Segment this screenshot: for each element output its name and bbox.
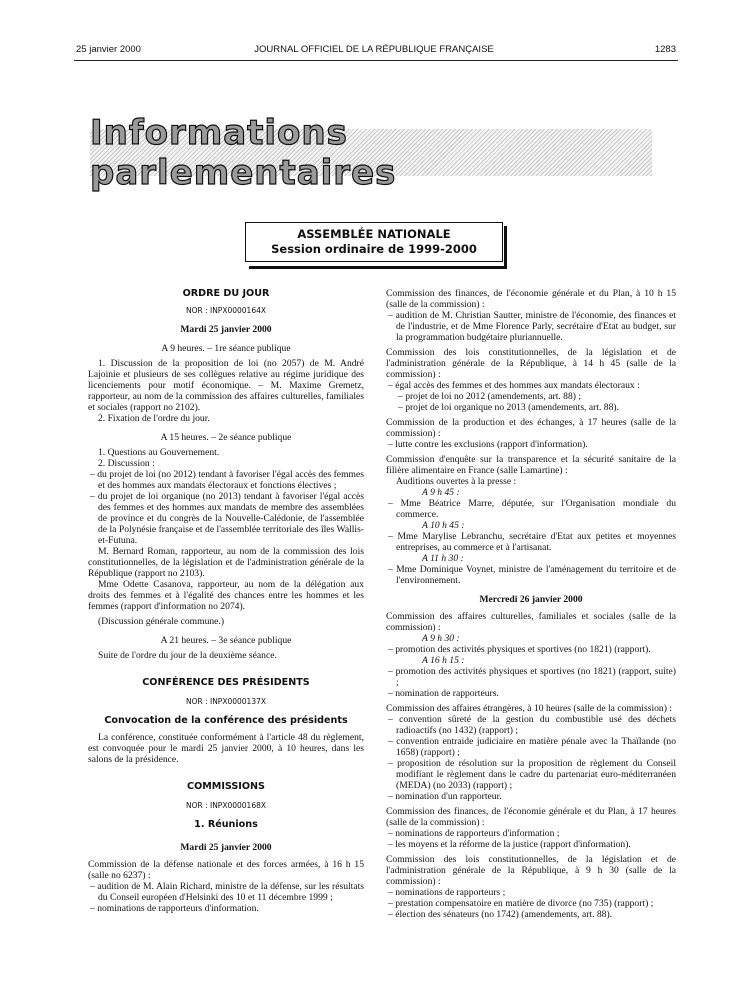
right-paragraph: – nominations de rapporteurs d'information ;: [388, 828, 560, 839]
left-paragraph: – nominations de rapporteurs d'information.: [90, 903, 259, 914]
left-paragraph: 1. Discussion de la proposition de loi (no 2057) de M. André Lajoinie et plusieurs de ses collègues relative au régime juridique des licenciements pour motif économique. – M. Maxime Gremetz, rapporteur, au nom de la commission des affaires culturelles, familiales et sociales (rapport no 2102).: [88, 358, 364, 413]
assembly-name: ASSEMBLÉE NATIONALE: [297, 227, 451, 241]
running-header: [0, 44, 748, 58]
left-paragraph: La conférence, constituée conformément à l'article 48 du règlement, est convoquée pour le mardi 25 janvier 2000, à 10 heures, dans les salons de la présidence.: [88, 732, 364, 765]
left-paragraph: A 21 heures. – 3e séance publique: [160, 635, 292, 646]
right-paragraph: – nomination de rapporteurs.: [388, 688, 499, 699]
right-paragraph: A 9 h 45 :: [422, 487, 460, 498]
right-paragraph: – lutte contre les exclusions (rapport d'information).: [388, 439, 588, 450]
left-paragraph: NOR : INPX0000137X: [185, 697, 267, 706]
left-paragraph: 1. Réunions: [194, 819, 258, 830]
left-paragraph: Commission de la défense nationale et des forces armées, à 16 h 15 (salle no 6237) :: [88, 859, 364, 881]
left-paragraph: – du projet de loi organique (no 2013) tendant à favoriser l'égal accès des femmes et des hommes aux mandats de membre des assemblées de province et du congrès de la Nouvelle-Calédonie, de l'assemblée de la Polynésie française et de l'assemblée territoriale des îles Wallis-et-Futuna.: [90, 491, 364, 546]
right-paragraph: – élection des sénateurs (no 1742) (amendements, art. 88).: [388, 909, 613, 920]
header-page-number: 1283: [654, 44, 676, 55]
right-paragraph: – audition de M. Christian Sautter, ministre de l'économie, des finances et de l'industrie, et de Mme Florence Parly, secrétaire d'Etat au budget, sur la programmation budgétaire pluriannuelle.: [388, 310, 676, 343]
left-paragraph: A 9 heures. – 1re séance publique: [161, 343, 291, 354]
right-paragraph: Commission des affaires culturelles, familiales et sociales (salle de la commission) :: [386, 611, 676, 633]
session-name: Session ordinaire de 1999-2000: [271, 242, 477, 256]
right-paragraph: Commission des finances, de l'économie générale et du Plan, à 10 h 15 (salle de la commission) :: [386, 288, 676, 310]
right-paragraph: A 9 h 30 :: [422, 633, 460, 644]
right-paragraph: – projet de loi organique no 2013 (amendements, art. 88).: [398, 402, 619, 413]
left-paragraph: – du projet de loi (no 2012) tendant à favoriser l'égal accès des femmes et des hommes aux mandats électoraux et fonctions électives ;: [90, 469, 364, 491]
left-paragraph: ORDRE DU JOUR: [182, 288, 270, 299]
right-paragraph: – convention sûreté de la gestion du combustible usé des déchets radioactifs (no 1432) (rapport) ;: [388, 714, 676, 736]
left-paragraph: NOR : INPX0000168X: [185, 801, 267, 810]
right-paragraph: – les moyens et la réforme de la justice (rapport d'information).: [388, 839, 631, 850]
right-paragraph: – promotion des activités physiques et sportives (no 1821) (rapport, suite) ;: [388, 666, 676, 688]
right-paragraph: Commission des affaires étrangères, à 10 heures (salle de la commission) :: [386, 703, 672, 714]
left-paragraph: CONFÉRENCE DES PRÉSIDENTS: [142, 677, 310, 688]
left-paragraph: Mardi 25 janvier 2000: [180, 842, 272, 853]
right-paragraph: – promotion des activités physiques et sportives (no 1821) (rapport).: [388, 644, 651, 655]
header-rule: [74, 60, 678, 61]
left-paragraph: Mardi 25 janvier 2000: [180, 324, 272, 335]
right-paragraph: Commission des lois constitutionnelles, de la législation et de l'administration générale de la République, à 9 h 30 (salle de la commission) :: [386, 854, 676, 887]
right-paragraph: – Mme Marylise Lebranchu, secrétaire d'Etat aux petites et moyennes entreprises, au commerce et à l'artisanat.: [388, 531, 676, 553]
right-paragraph: Commission d'enquête sur la transparence et la sécurité sanitaire de la filière alimentaire en France (salle Lamartine) :: [386, 454, 676, 476]
right-paragraph: Auditions ouvertes à la presse :: [396, 476, 517, 487]
left-paragraph: 2. Fixation de l'ordre du jour.: [98, 413, 210, 424]
header-date: 25 janvier 2000: [76, 44, 141, 55]
right-paragraph: Commission des lois constitutionnelles, de la législation et de l'administration générale de la République, à 14 h 45 (salle de la commission) :: [386, 347, 676, 380]
right-paragraph: – égal accès des femmes et des hommes aux mandats électoraux :: [388, 380, 640, 391]
left-paragraph: A 15 heures. – 2e séance publique: [160, 432, 292, 443]
section-banner: [90, 112, 652, 193]
right-paragraph: A 11 h 30 :: [422, 553, 464, 564]
left-paragraph: Convocation de la conférence des présidents: [104, 715, 348, 726]
right-paragraph: – proposition de résolution sur la proposition de règlement du Conseil modifiant le règlement dans le cadre du partenariat euro-méditerranéen (MEDA) (no 2033) (rapport) ;: [388, 758, 676, 791]
right-paragraph: – prestation compensatoire en matière de divorce (no 735) (rapport) ;: [388, 898, 654, 909]
left-paragraph: NOR : INPX0000164X: [185, 306, 267, 315]
right-paragraph: Commission des finances, de l'économie générale et du Plan, à 17 heures (salle de la commission) :: [386, 806, 676, 828]
right-paragraph: Mercredi 26 janvier 2000: [479, 594, 583, 605]
left-paragraph: 1. Questions au Gouvernement.: [98, 447, 220, 458]
left-paragraph: (Discussion générale commune.): [98, 616, 225, 627]
right-paragraph: – Mme Béatrice Marre, députée, sur l'Organisation mondiale du commerce.: [388, 498, 676, 520]
left-paragraph: 2. Discussion :: [98, 458, 155, 469]
left-paragraph: – audition de M. Alain Richard, ministre de la défense, sur les résultats du Conseil européen d'Helsinki des 10 et 11 décembre 1999 ;: [90, 881, 364, 903]
right-paragraph: Commission de la production et des échanges, à 17 heures (salle de la commission) :: [386, 417, 676, 439]
left-paragraph: Suite de l'ordre du jour de la deuxième séance.: [98, 650, 277, 661]
right-paragraph: – projet de loi no 2012 (amendements, art. 88) ;: [398, 391, 582, 402]
assembly-box: [245, 222, 503, 262]
right-paragraph: – Mme Dominique Voynet, ministre de l'aménagement du territoire et de l'environnement.: [388, 564, 676, 586]
right-column: [386, 288, 676, 920]
right-paragraph: – nominations de rapporteurs ;: [388, 887, 506, 898]
right-paragraph: A 16 h 15 :: [422, 655, 465, 666]
right-paragraph: A 10 h 45 :: [422, 520, 465, 531]
left-paragraph: Mme Odette Casanova, rapporteur, au nom de la délégation aux droits des femmes et à l'égalité des chances entre les hommes et les femmes (rapport d'information no 2074).: [88, 579, 364, 612]
left-column: [88, 288, 364, 914]
header-journal-title: JOURNAL OFFICIEL DE LA RÉPUBLIQUE FRANÇAISE: [254, 44, 494, 55]
right-paragraph: – nomination d'un rapporteur.: [388, 791, 502, 802]
left-paragraph: M. Bernard Roman, rapporteur, au nom de la commission des lois constitutionnelles, de la législation et de l'administration générale de la République (rapport no 2103).: [88, 546, 364, 579]
right-paragraph: – convention entraide judiciaire en matière pénale avec la Thaïlande (no 1658) (rapport) ;: [388, 736, 676, 758]
left-paragraph: COMMISSIONS: [187, 781, 265, 792]
banner-title: Informations parlementaires: [90, 112, 397, 193]
